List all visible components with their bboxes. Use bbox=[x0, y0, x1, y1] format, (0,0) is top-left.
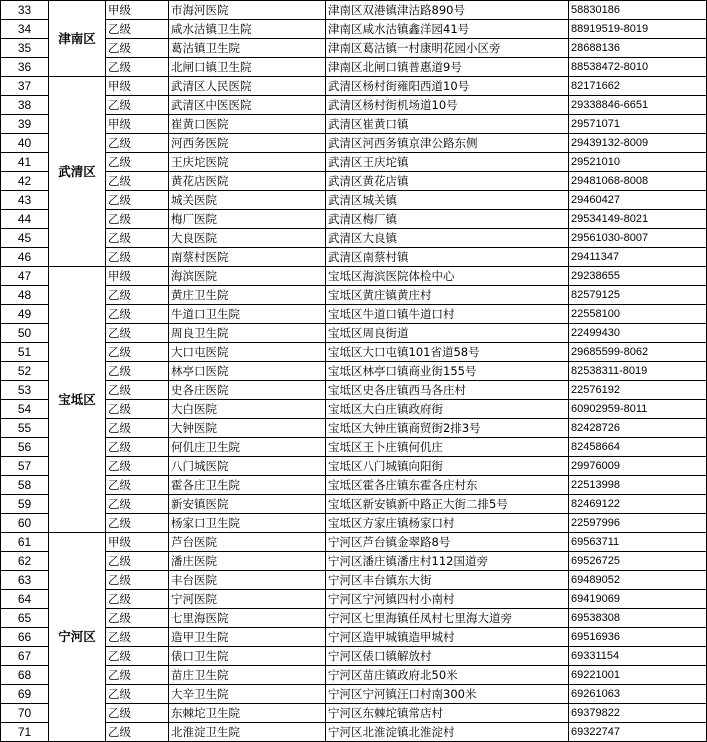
address-cell: 武清区梅厂镇 bbox=[326, 210, 569, 229]
grade-cell: 乙级 bbox=[106, 343, 169, 362]
address-cell: 宝坻区海滨医院体检中心 bbox=[326, 267, 569, 286]
table-row bbox=[1, 552, 707, 571]
row-number-cell: 49 bbox=[1, 305, 49, 324]
table-row bbox=[1, 210, 707, 229]
table-row bbox=[1, 666, 707, 685]
row-number-cell: 66 bbox=[1, 628, 49, 647]
address-cell: 宁河区宁河镇四村小南村 bbox=[326, 590, 569, 609]
grade-cell: 乙级 bbox=[106, 457, 169, 476]
hospital-name-cell: 丰台医院 bbox=[169, 571, 326, 590]
phone-cell: 82458664 bbox=[569, 438, 707, 457]
table-row bbox=[1, 628, 707, 647]
address-cell: 宁河区七里海镇任凤村七里海大道旁 bbox=[326, 609, 569, 628]
row-number-cell: 54 bbox=[1, 400, 49, 419]
phone-cell: 69221001 bbox=[569, 666, 707, 685]
hospital-name-cell: 咸水沽镇卫生院 bbox=[169, 20, 326, 39]
grade-cell: 甲级 bbox=[106, 1, 169, 20]
hospital-name-cell: 新安镇医院 bbox=[169, 495, 326, 514]
hospital-name-cell: 崔黄口医院 bbox=[169, 115, 326, 134]
row-number-cell: 50 bbox=[1, 324, 49, 343]
grade-cell: 乙级 bbox=[106, 647, 169, 666]
grade-cell: 乙级 bbox=[106, 153, 169, 172]
address-cell: 宝坻区牛道口镇牛道口村 bbox=[326, 305, 569, 324]
table-row bbox=[1, 58, 707, 77]
phone-cell: 29571071 bbox=[569, 115, 707, 134]
district-cell: 宝坻区 bbox=[49, 267, 106, 533]
hospital-name-cell: 市海河医院 bbox=[169, 1, 326, 20]
hospital-name-cell: 俵口卫生院 bbox=[169, 647, 326, 666]
row-number-cell: 64 bbox=[1, 590, 49, 609]
row-number-cell: 65 bbox=[1, 609, 49, 628]
table-row bbox=[1, 1, 707, 20]
table-row bbox=[1, 20, 707, 39]
phone-cell: 29411347 bbox=[569, 248, 707, 267]
phone-cell: 22597996 bbox=[569, 514, 707, 533]
row-number-cell: 39 bbox=[1, 115, 49, 134]
table-row bbox=[1, 305, 707, 324]
phone-cell: 29338846-6651 bbox=[569, 96, 707, 115]
table-row bbox=[1, 590, 707, 609]
address-cell: 宝坻区八门城镇向阳街 bbox=[326, 457, 569, 476]
hospital-name-cell: 八门城医院 bbox=[169, 457, 326, 476]
hospital-name-cell: 芦台医院 bbox=[169, 533, 326, 552]
table-row bbox=[1, 134, 707, 153]
hospital-name-cell: 霍各庄卫生院 bbox=[169, 476, 326, 495]
phone-cell: 28688136 bbox=[569, 39, 707, 58]
phone-cell: 82428726 bbox=[569, 419, 707, 438]
table-row bbox=[1, 153, 707, 172]
row-number-cell: 46 bbox=[1, 248, 49, 267]
row-number-cell: 40 bbox=[1, 134, 49, 153]
address-cell: 宁河区丰台镇东大街 bbox=[326, 571, 569, 590]
address-cell: 宁河区造甲城镇造甲城村 bbox=[326, 628, 569, 647]
phone-cell: 69489052 bbox=[569, 571, 707, 590]
table-row bbox=[1, 248, 707, 267]
address-cell: 宁河区北淮淀镇北淮淀村 bbox=[326, 723, 569, 742]
table-row bbox=[1, 191, 707, 210]
hospital-name-cell: 黄庄卫生院 bbox=[169, 286, 326, 305]
grade-cell: 乙级 bbox=[106, 476, 169, 495]
grade-cell: 乙级 bbox=[106, 590, 169, 609]
table-row bbox=[1, 77, 707, 96]
grade-cell: 乙级 bbox=[106, 723, 169, 742]
table-row bbox=[1, 286, 707, 305]
hospital-name-cell: 大钟医院 bbox=[169, 419, 326, 438]
phone-cell: 29439132-8009 bbox=[569, 134, 707, 153]
address-cell: 宝坻区大钟庄镇商贸街2排3号 bbox=[326, 419, 569, 438]
grade-cell: 甲级 bbox=[106, 77, 169, 96]
row-number-cell: 48 bbox=[1, 286, 49, 305]
row-number-cell: 44 bbox=[1, 210, 49, 229]
hospital-name-cell: 造甲卫生院 bbox=[169, 628, 326, 647]
row-number-cell: 58 bbox=[1, 476, 49, 495]
grade-cell: 乙级 bbox=[106, 248, 169, 267]
address-cell: 宝坻区新安镇新中路正大街二排5号 bbox=[326, 495, 569, 514]
hospital-name-cell: 潘庄医院 bbox=[169, 552, 326, 571]
phone-cell: 69331154 bbox=[569, 647, 707, 666]
table-row bbox=[1, 343, 707, 362]
address-cell: 武清区南蔡村镇 bbox=[326, 248, 569, 267]
phone-cell: 22576192 bbox=[569, 381, 707, 400]
table-row bbox=[1, 685, 707, 704]
phone-cell: 82469122 bbox=[569, 495, 707, 514]
grade-cell: 乙级 bbox=[106, 324, 169, 343]
phone-cell: 69322747 bbox=[569, 723, 707, 742]
address-cell: 津南区北闸口镇普惠道9号 bbox=[326, 58, 569, 77]
address-cell: 宝坻区周良街道 bbox=[326, 324, 569, 343]
hospital-name-cell: 王庆坨医院 bbox=[169, 153, 326, 172]
hospital-name-cell: 南蔡村医院 bbox=[169, 248, 326, 267]
table-row bbox=[1, 609, 707, 628]
row-number-cell: 57 bbox=[1, 457, 49, 476]
address-cell: 宝坻区霍各庄镇东霍各庄村东 bbox=[326, 476, 569, 495]
table-row bbox=[1, 533, 707, 552]
table-row bbox=[1, 39, 707, 58]
address-cell: 津南区葛沽镇一村康明花园小区旁 bbox=[326, 39, 569, 58]
hospital-name-cell: 周良卫生院 bbox=[169, 324, 326, 343]
hospital-name-cell: 七里海医院 bbox=[169, 609, 326, 628]
row-number-cell: 37 bbox=[1, 77, 49, 96]
table-row bbox=[1, 267, 707, 286]
phone-cell: 29460427 bbox=[569, 191, 707, 210]
row-number-cell: 53 bbox=[1, 381, 49, 400]
table-row bbox=[1, 704, 707, 723]
phone-cell: 88538472-8010 bbox=[569, 58, 707, 77]
grade-cell: 乙级 bbox=[106, 172, 169, 191]
address-cell: 宁河区东棘坨镇常店村 bbox=[326, 704, 569, 723]
row-number-cell: 70 bbox=[1, 704, 49, 723]
grade-cell: 乙级 bbox=[106, 628, 169, 647]
address-cell: 宁河区苗庄镇政府北50米 bbox=[326, 666, 569, 685]
table-row bbox=[1, 723, 707, 742]
hospital-name-cell: 大辛卫生院 bbox=[169, 685, 326, 704]
address-cell: 宁河区宁河镇汪口村南300米 bbox=[326, 685, 569, 704]
table-row bbox=[1, 115, 707, 134]
table-row bbox=[1, 495, 707, 514]
phone-cell: 29561030-8007 bbox=[569, 229, 707, 248]
address-cell: 武清区崔黄口镇 bbox=[326, 115, 569, 134]
row-number-cell: 71 bbox=[1, 723, 49, 742]
row-number-cell: 33 bbox=[1, 1, 49, 20]
grade-cell: 乙级 bbox=[106, 609, 169, 628]
phone-cell: 69563711 bbox=[569, 533, 707, 552]
phone-cell: 82538311-8019 bbox=[569, 362, 707, 381]
hospital-name-cell: 苗庄卫生院 bbox=[169, 666, 326, 685]
hospital-name-cell: 城关医院 bbox=[169, 191, 326, 210]
hospital-name-cell: 大良医院 bbox=[169, 229, 326, 248]
row-number-cell: 68 bbox=[1, 666, 49, 685]
address-cell: 宝坻区大白庄镇政府街 bbox=[326, 400, 569, 419]
phone-cell: 58830186 bbox=[569, 1, 707, 20]
grade-cell: 乙级 bbox=[106, 58, 169, 77]
district-cell: 津南区 bbox=[49, 1, 106, 77]
hospital-name-cell: 何仉庄卫生院 bbox=[169, 438, 326, 457]
phone-cell: 22513998 bbox=[569, 476, 707, 495]
grade-cell: 乙级 bbox=[106, 400, 169, 419]
hospital-name-cell: 史各庄医院 bbox=[169, 381, 326, 400]
address-cell: 宝坻区方家庄镇杨家口村 bbox=[326, 514, 569, 533]
row-number-cell: 38 bbox=[1, 96, 49, 115]
address-cell: 宁河区潘庄镇潘庄村112国道旁 bbox=[326, 552, 569, 571]
phone-cell: 29534149-8021 bbox=[569, 210, 707, 229]
hospital-name-cell: 大口屯医院 bbox=[169, 343, 326, 362]
row-number-cell: 62 bbox=[1, 552, 49, 571]
grade-cell: 乙级 bbox=[106, 286, 169, 305]
phone-cell: 82579125 bbox=[569, 286, 707, 305]
row-number-cell: 43 bbox=[1, 191, 49, 210]
grade-cell: 乙级 bbox=[106, 134, 169, 153]
phone-cell: 69379822 bbox=[569, 704, 707, 723]
phone-cell: 60902959-8011 bbox=[569, 400, 707, 419]
table-row bbox=[1, 400, 707, 419]
hospital-name-cell: 葛沽镇卫生院 bbox=[169, 39, 326, 58]
address-cell: 武清区黄花店镇 bbox=[326, 172, 569, 191]
row-number-cell: 35 bbox=[1, 39, 49, 58]
hospital-name-cell: 牛道口卫生院 bbox=[169, 305, 326, 324]
hospital-table-body bbox=[1, 1, 707, 742]
address-cell: 宝坻区大口屯镇101省道58号 bbox=[326, 343, 569, 362]
phone-cell: 82171662 bbox=[569, 77, 707, 96]
phone-cell: 29685599-8062 bbox=[569, 343, 707, 362]
table-row bbox=[1, 324, 707, 343]
address-cell: 武清区河西务镇京津公路东侧 bbox=[326, 134, 569, 153]
table-row bbox=[1, 96, 707, 115]
phone-cell: 69261063 bbox=[569, 685, 707, 704]
row-number-cell: 60 bbox=[1, 514, 49, 533]
address-cell: 宝坻区王卜庄镇何仉庄 bbox=[326, 438, 569, 457]
row-number-cell: 51 bbox=[1, 343, 49, 362]
phone-cell: 69516936 bbox=[569, 628, 707, 647]
row-number-cell: 55 bbox=[1, 419, 49, 438]
grade-cell: 乙级 bbox=[106, 419, 169, 438]
row-number-cell: 52 bbox=[1, 362, 49, 381]
table-row bbox=[1, 419, 707, 438]
address-cell: 武清区杨村街雍阳西道10号 bbox=[326, 77, 569, 96]
grade-cell: 乙级 bbox=[106, 438, 169, 457]
row-number-cell: 63 bbox=[1, 571, 49, 590]
table-row bbox=[1, 362, 707, 381]
phone-cell: 88919519-8019 bbox=[569, 20, 707, 39]
phone-cell: 69526725 bbox=[569, 552, 707, 571]
phone-cell: 29976009 bbox=[569, 457, 707, 476]
grade-cell: 乙级 bbox=[106, 685, 169, 704]
hospital-name-cell: 大白医院 bbox=[169, 400, 326, 419]
hospital-name-cell: 东棘坨卫生院 bbox=[169, 704, 326, 723]
grade-cell: 乙级 bbox=[106, 704, 169, 723]
hospital-name-cell: 海滨医院 bbox=[169, 267, 326, 286]
phone-cell: 29481068-8008 bbox=[569, 172, 707, 191]
grade-cell: 乙级 bbox=[106, 39, 169, 58]
table-row bbox=[1, 229, 707, 248]
table-row bbox=[1, 514, 707, 533]
address-cell: 武清区城关镇 bbox=[326, 191, 569, 210]
grade-cell: 乙级 bbox=[106, 362, 169, 381]
table-row bbox=[1, 438, 707, 457]
address-cell: 武清区王庆坨镇 bbox=[326, 153, 569, 172]
hospital-name-cell: 梅厂医院 bbox=[169, 210, 326, 229]
row-number-cell: 69 bbox=[1, 685, 49, 704]
address-cell: 宁河区俵口镇解放村 bbox=[326, 647, 569, 666]
row-number-cell: 41 bbox=[1, 153, 49, 172]
phone-cell: 22558100 bbox=[569, 305, 707, 324]
table-row bbox=[1, 457, 707, 476]
table-row bbox=[1, 476, 707, 495]
grade-cell: 乙级 bbox=[106, 666, 169, 685]
row-number-cell: 42 bbox=[1, 172, 49, 191]
phone-cell: 22499430 bbox=[569, 324, 707, 343]
row-number-cell: 47 bbox=[1, 267, 49, 286]
address-cell: 宝坻区史各庄镇西马各庄村 bbox=[326, 381, 569, 400]
row-number-cell: 59 bbox=[1, 495, 49, 514]
district-cell: 宁河区 bbox=[49, 533, 106, 742]
table-row bbox=[1, 647, 707, 666]
address-cell: 宁河区芦台镇金翠路8号 bbox=[326, 533, 569, 552]
grade-cell: 乙级 bbox=[106, 571, 169, 590]
hospital-name-cell: 杨家口卫生院 bbox=[169, 514, 326, 533]
row-number-cell: 61 bbox=[1, 533, 49, 552]
address-cell: 津南区咸水沽镇鑫洋园41号 bbox=[326, 20, 569, 39]
grade-cell: 甲级 bbox=[106, 267, 169, 286]
address-cell: 宝坻区林亭口镇商业街155号 bbox=[326, 362, 569, 381]
grade-cell: 乙级 bbox=[106, 495, 169, 514]
address-cell: 津南区双港镇津沽路890号 bbox=[326, 1, 569, 20]
hospital-name-cell: 北闸口镇卫生院 bbox=[169, 58, 326, 77]
district-cell: 武清区 bbox=[49, 77, 106, 267]
phone-cell: 69538308 bbox=[569, 609, 707, 628]
grade-cell: 乙级 bbox=[106, 229, 169, 248]
table-row bbox=[1, 571, 707, 590]
address-cell: 武清区大良镇 bbox=[326, 229, 569, 248]
grade-cell: 甲级 bbox=[106, 115, 169, 134]
address-cell: 武清区杨村街机场道10号 bbox=[326, 96, 569, 115]
grade-cell: 乙级 bbox=[106, 210, 169, 229]
grade-cell: 乙级 bbox=[106, 20, 169, 39]
table-row bbox=[1, 381, 707, 400]
row-number-cell: 67 bbox=[1, 647, 49, 666]
hospital-name-cell: 武清区人民医院 bbox=[169, 77, 326, 96]
hospital-name-cell: 黄花店医院 bbox=[169, 172, 326, 191]
address-cell: 宝坻区黄庄镇黄庄村 bbox=[326, 286, 569, 305]
grade-cell: 乙级 bbox=[106, 514, 169, 533]
hospital-name-cell: 河西务医院 bbox=[169, 134, 326, 153]
phone-cell: 29521010 bbox=[569, 153, 707, 172]
grade-cell: 乙级 bbox=[106, 96, 169, 115]
phone-cell: 69419069 bbox=[569, 590, 707, 609]
row-number-cell: 45 bbox=[1, 229, 49, 248]
phone-cell: 29238655 bbox=[569, 267, 707, 286]
table-row bbox=[1, 172, 707, 191]
hospital-name-cell: 武清区中医医院 bbox=[169, 96, 326, 115]
grade-cell: 乙级 bbox=[106, 191, 169, 210]
hospital-name-cell: 北淮淀卫生院 bbox=[169, 723, 326, 742]
grade-cell: 乙级 bbox=[106, 552, 169, 571]
grade-cell: 甲级 bbox=[106, 533, 169, 552]
row-number-cell: 56 bbox=[1, 438, 49, 457]
row-number-cell: 34 bbox=[1, 20, 49, 39]
row-number-cell: 36 bbox=[1, 58, 49, 77]
hospital-name-cell: 宁河医院 bbox=[169, 590, 326, 609]
hospital-name-cell: 林亭口医院 bbox=[169, 362, 326, 381]
grade-cell: 乙级 bbox=[106, 305, 169, 324]
grade-cell: 乙级 bbox=[106, 381, 169, 400]
